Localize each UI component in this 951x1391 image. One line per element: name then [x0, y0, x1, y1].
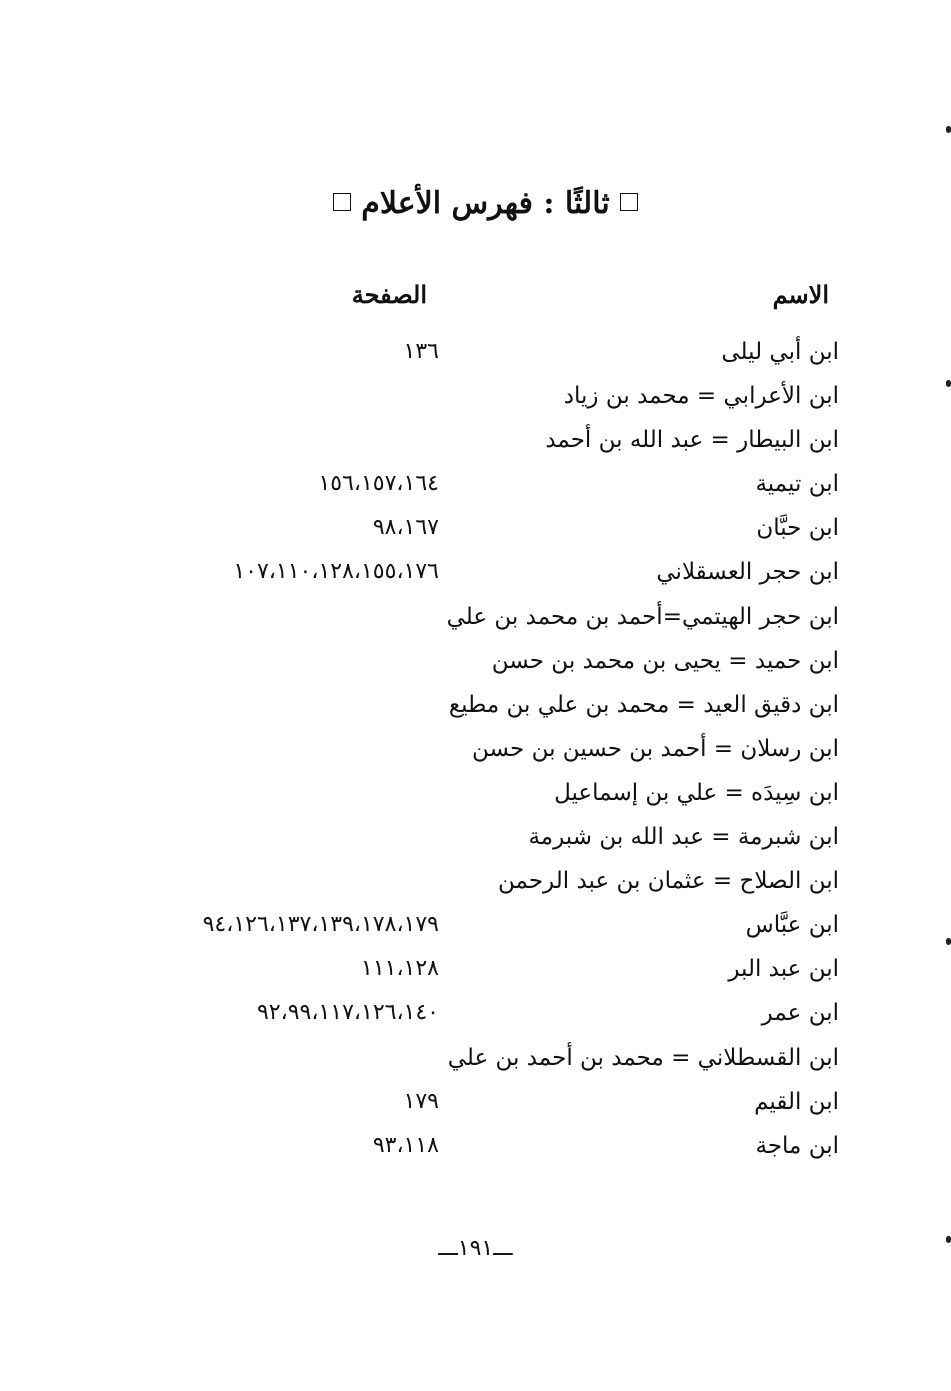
scan-mark: [946, 126, 951, 133]
index-list: [0, 332, 951, 1170]
name-column-header: الاسم: [772, 280, 829, 309]
index-row: [0, 1038, 951, 1082]
entry-pages: ٩٢،٩٩،١١٧،١٢٦،١٤٠: [256, 1000, 439, 1026]
index-row: [0, 420, 951, 464]
entry-pages: ٩٣،١١٨: [372, 1132, 439, 1158]
index-row: [0, 552, 951, 596]
entry-name: ابن شبرمة = عبد الله بن شبرمة: [528, 824, 839, 851]
entry-name: ابن الأعرابي = محمد بن زياد: [563, 383, 839, 410]
index-row: [0, 1126, 951, 1170]
entry-pages: ١٧٩: [403, 1088, 439, 1114]
square-box-icon: [333, 193, 351, 211]
entry-pages: ٩٤،١٢٦،١٣٧،١٣٩،١٧٨،١٧٩: [202, 912, 439, 938]
section-title: [0, 186, 951, 221]
index-row: [0, 861, 951, 905]
entry-name: ابن سِيدَه = علي بن إسماعيل: [554, 779, 839, 806]
entry-name: ابن دقيق العيد = محمد بن علي بن مطيع: [448, 691, 839, 718]
index-row: [0, 905, 951, 949]
entry-pages: ١٣٦: [403, 339, 439, 364]
index-row: [0, 993, 951, 1037]
entry-name: ابن القيم: [754, 1088, 839, 1115]
index-row: [0, 773, 951, 817]
section-title-text: ثالثًا : فهرس الأعلام: [361, 186, 610, 221]
entry-name: ابن أبي ليلى: [721, 339, 839, 365]
entry-name: ابن عبَّاس: [745, 912, 839, 939]
entry-name: ابن الصلاح = عثمان بن عبد الرحمن: [498, 868, 839, 895]
index-row: [0, 817, 951, 861]
page-column-header: الصفحة: [351, 280, 427, 309]
index-row: [0, 641, 951, 685]
square-box-icon: [620, 193, 638, 211]
entry-pages: ٩٨،١٦٧: [372, 515, 439, 541]
entry-pages: ١١١،١٢٨: [361, 956, 439, 982]
entry-name: ابن عبد البر: [728, 956, 839, 983]
index-row: [0, 376, 951, 420]
index-row: [0, 508, 951, 552]
entry-name: ابن حبَّان: [756, 515, 839, 542]
entry-name: ابن حجر الهيتمي=أحمد بن محمد بن علي: [446, 603, 839, 630]
entry-pages: ١٠٧،١١٠،١٢٨،١٥٥،١٧٦: [233, 559, 439, 585]
entry-name: ابن تيمية: [755, 471, 839, 498]
entry-name: ابن عمر: [761, 1000, 839, 1027]
page-number: ـــ١٩١ـــ: [438, 1236, 513, 1261]
index-row: [0, 332, 951, 376]
index-row: [0, 597, 951, 641]
entry-name: ابن القسطلاني = محمد بن أحمد بن علي: [447, 1044, 839, 1071]
index-row: [0, 1082, 951, 1126]
entry-name: ابن رسلان = أحمد بن حسين بن حسن: [472, 735, 839, 762]
entry-name: ابن ماجة: [755, 1132, 839, 1159]
entry-name: ابن حجر العسقلاني: [656, 559, 839, 586]
entry-name: ابن البيطار = عبد الله بن أحمد: [545, 427, 839, 454]
entry-pages: ١٥٦،١٥٧،١٦٤: [318, 471, 439, 497]
index-row: [0, 464, 951, 508]
entry-name: ابن حميد = يحيى بن محمد بن حسن: [491, 647, 839, 674]
index-row: [0, 685, 951, 729]
index-row: [0, 949, 951, 993]
index-row: [0, 729, 951, 773]
